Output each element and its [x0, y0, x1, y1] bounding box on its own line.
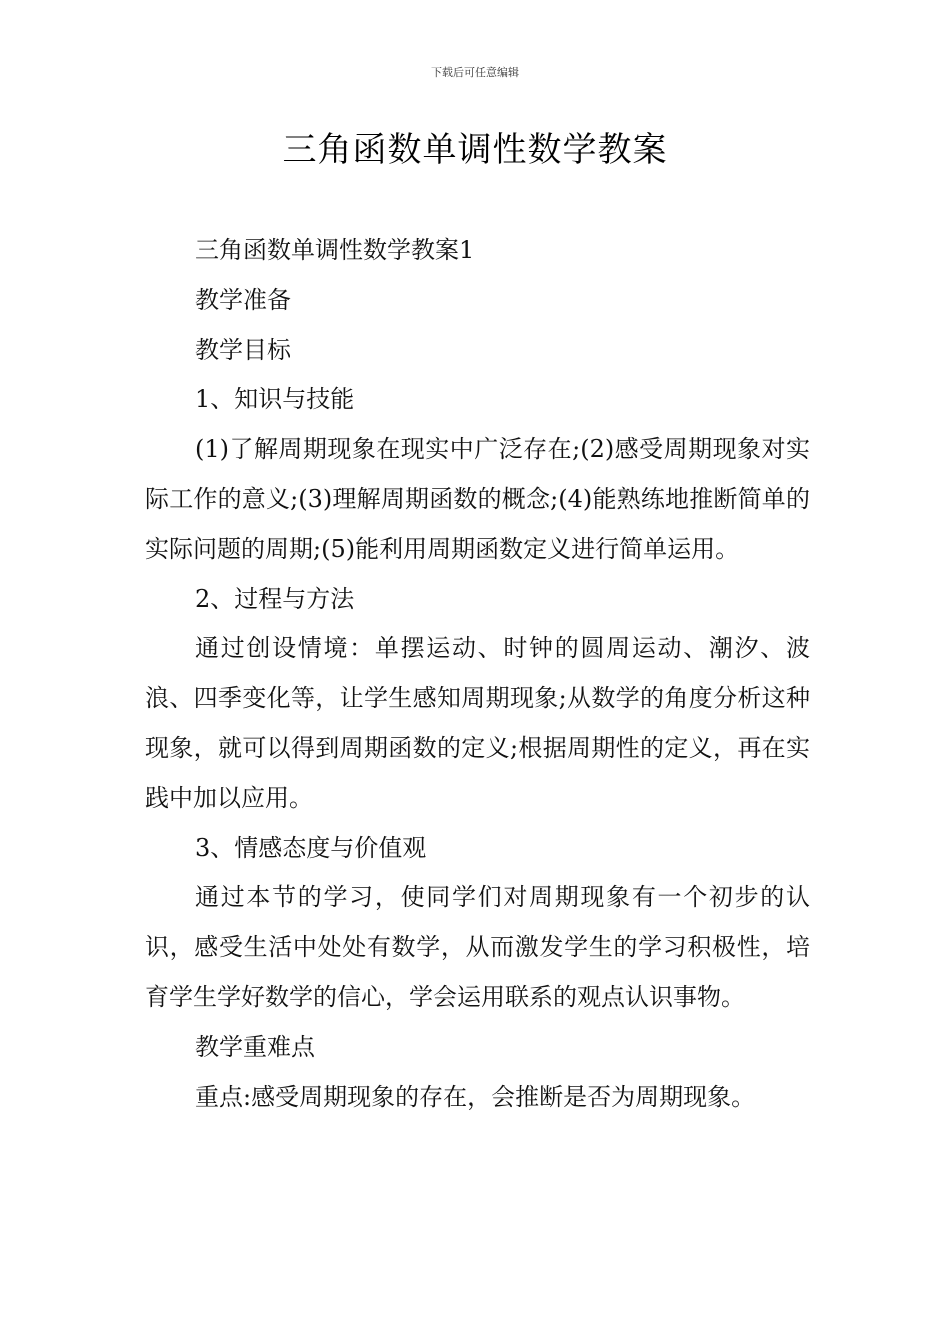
section-heading: 三角函数单调性数学教案1 [195, 236, 475, 264]
document-title: 三角函数单调性数学教案 [282, 130, 668, 170]
objective-knowledge-skills-heading: 1、知识与技能 [195, 385, 355, 414]
document-body [145, 226, 810, 1122]
subheading-key-difficult-points: 教学重难点 [195, 1032, 315, 1061]
objective-attitude-values-heading: 3、情感态度与价值观 [195, 833, 427, 862]
subheading-objectives: 教学目标 [195, 335, 291, 364]
objective-knowledge-skills-body: (1)了解周期现象在现实中广泛存在;(2)感受周期现象对实际工作的意义;(3)理解周期函数的概念;(4)能熟练地推断简单的实际问题的周期;(5)能利用周期函数定义进行简单运用。 [145, 435, 810, 563]
objective-process-methods-heading: 2、过程与方法 [195, 584, 355, 613]
subheading-preparation: 教学准备 [195, 285, 291, 314]
header-note: 下载后可任意编辑 [431, 66, 519, 79]
objective-attitude-values-body: 通过本节的学习，使同学们对周期现象有一个初步的认识，感受生活中处处有数学，从而激发学生的学习积极性，培育学生学好数学的信心，学会运用联系的观点认识事物。 [145, 883, 810, 1011]
key-point-paragraph: 重点:感受周期现象的存在，会推断是否为周期现象。 [195, 1082, 756, 1111]
objective-process-methods-body: 通过创设情境：单摆运动、时钟的圆周运动、潮汐、波浪、四季变化等，让学生感知周期现象;从数学的角度分析这种现象，就可以得到周期函数的定义;根据周期性的定义，再在实践中加以应用。 [145, 634, 810, 812]
